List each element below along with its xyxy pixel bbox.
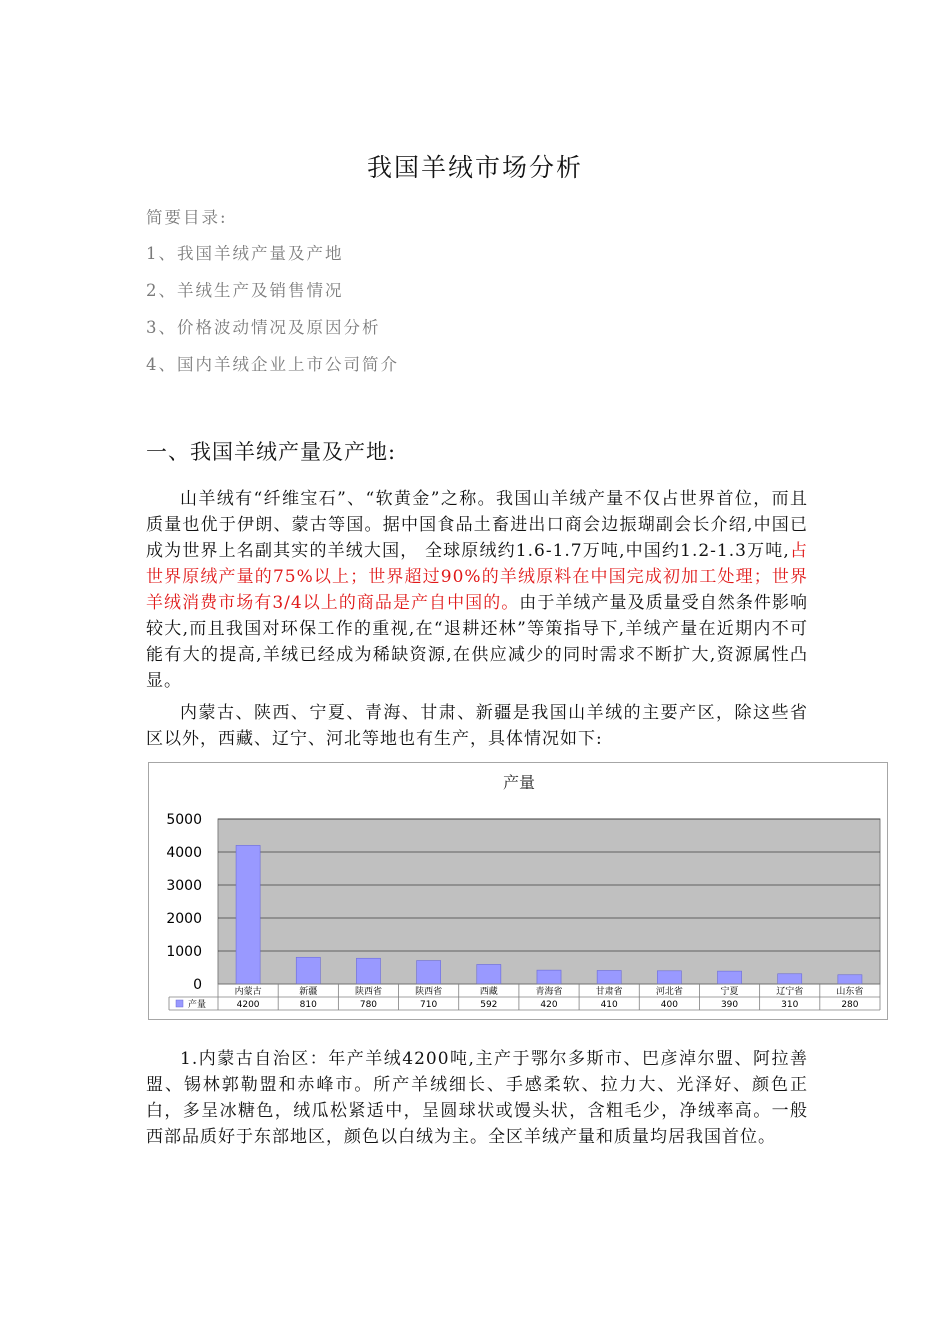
bar [778, 974, 802, 984]
bar [236, 845, 260, 984]
data-label: 592 [480, 1000, 498, 1010]
paragraph-inner-mongolia: 1.内蒙古自治区：年产羊绒4200吨,主产于鄂尔多斯市、巴彦淖尔盟、阿拉善盟、锡林郭勒盟和赤峰市。所产羊绒细长、手感柔软、拉力大、光泽好、颜色正白，多呈冰糖色，绒瓜松紧适中，呈圆球状或馒头状，含粗毛少，净绒率高。一般西部品质好于东部地区，颜色以白绒为主。全区羊绒产量和质量均居我国首位。 [146, 1049, 808, 1147]
bar [537, 970, 561, 984]
data-label: 410 [600, 1000, 618, 1010]
y-tick-label: 5000 [166, 812, 202, 828]
toc-item-1: 1、我国羊绒产量及产地 [146, 244, 344, 263]
x-tick-label: 山东省 [836, 987, 864, 997]
bar [838, 975, 862, 984]
data-label: 310 [781, 1000, 799, 1010]
chart-title: 产量 [502, 773, 536, 792]
x-tick-label: 内蒙古 [234, 987, 262, 997]
x-tick-label: 甘肃省 [595, 987, 623, 997]
bar [417, 961, 441, 984]
bar [477, 964, 501, 984]
y-tick-label: 0 [193, 977, 202, 993]
legend-swatch [176, 1000, 183, 1007]
document-title: 我国羊绒市场分析 [366, 153, 583, 182]
legend-label: 产量 [188, 1000, 207, 1010]
production-chart [148, 762, 888, 1020]
data-label: 4200 [236, 1000, 260, 1010]
x-tick-label: 陕西省 [415, 987, 443, 997]
data-label: 710 [420, 1000, 438, 1010]
section-1-heading: 一、我国羊绒产量及产地: [146, 440, 397, 464]
intro-text-2: 由于羊绒产量及质量受自然条件影响较大,而且我国对环保工作的重视,在“退耕还林”等策指导下,羊绒产量在近期内不可能有大的提高,羊绒已经成为稀缺资源,在供应减少的同时需求不断扩大,资源属性凸显。 [146, 593, 808, 691]
x-tick-label: 陕西省 [354, 987, 382, 997]
intro-highlight: 占世界原绒产量的75%以上；世界超过90%的羊绒原料在中国完成初加工处理；世界羊绒消费市场有3/4以上的商品是产自中国的。 [146, 541, 809, 613]
data-label: 810 [299, 1000, 317, 1010]
data-label: 420 [540, 1000, 558, 1010]
production-chart-svg [149, 763, 887, 1019]
x-tick-label: 辽宁省 [776, 987, 804, 997]
paragraph-intro [146, 486, 808, 694]
toc-heading: 简要目录: [146, 208, 228, 227]
data-label: 780 [359, 1000, 378, 1010]
x-tick-label: 宁夏 [720, 987, 739, 997]
y-tick-label: 3000 [166, 878, 202, 894]
x-tick-label: 河北省 [655, 987, 683, 997]
bar [718, 971, 742, 984]
data-label: 400 [660, 1000, 678, 1010]
toc-item-2: 2、羊绒生产及销售情况 [146, 281, 344, 300]
x-tick-label: 西藏 [479, 987, 498, 997]
bar [356, 958, 380, 984]
bar [597, 970, 621, 984]
bar [657, 971, 681, 984]
bar [296, 957, 320, 984]
toc-item-3: 3、价格波动情况及原因分析 [146, 318, 381, 337]
intro-text-1: 山羊绒有“纤维宝石”、“软黄金”之称。我国山羊绒产量不仅占世界首位，而且质量也优于伊朗、蒙古等国。据中国食品土畜进出口商会边振瑚副会长介绍,中国已成为世界上名副其实的羊绒大国， 全球原绒约1.6-1.7万吨,中国约1.2-1.3万吨, [146, 489, 808, 561]
y-tick-label: 1000 [166, 944, 202, 960]
data-label: 280 [841, 1000, 859, 1010]
y-tick-label: 2000 [166, 911, 202, 927]
x-tick-label: 新疆 [299, 987, 318, 997]
y-tick-label: 4000 [166, 845, 202, 861]
toc-item-4: 4、国内羊绒企业上市公司简介 [146, 355, 399, 374]
x-tick-label: 青海省 [535, 987, 563, 997]
paragraph-regions: 内蒙古、陕西、宁夏、青海、甘肃、新疆是我国山羊绒的主要产区，除这些省区以外，西藏、辽宁、河北等地也有生产，具体情况如下: [146, 703, 808, 749]
data-label: 390 [720, 1000, 739, 1010]
